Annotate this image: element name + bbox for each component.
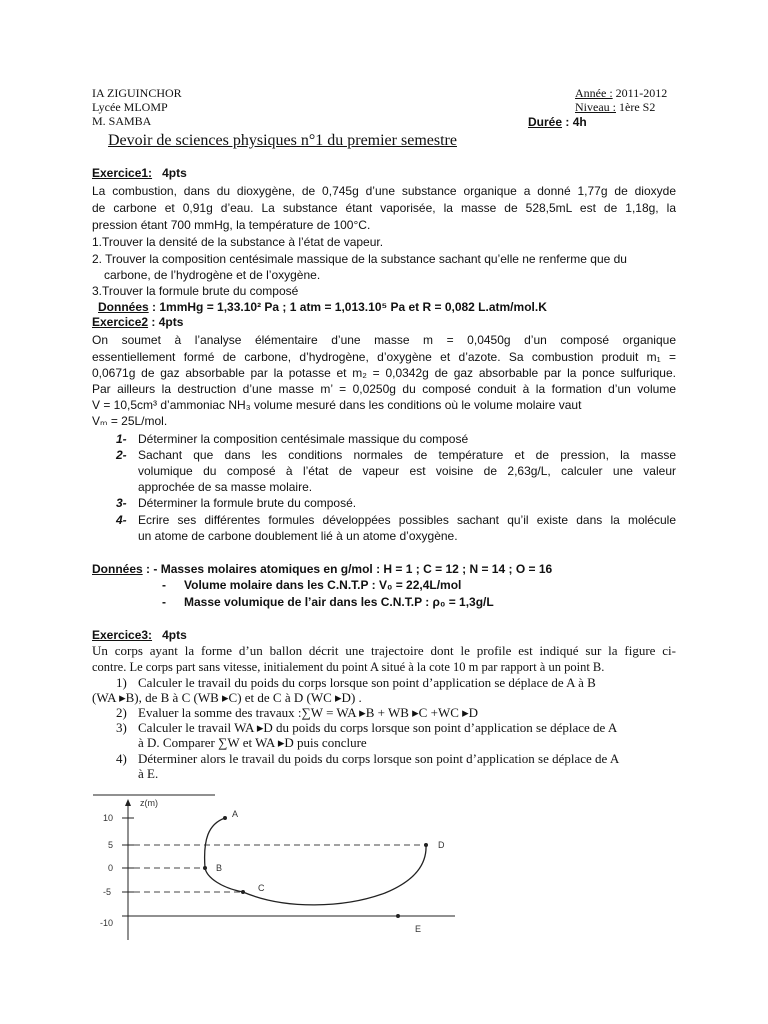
ex3-num3: 3) xyxy=(116,720,127,735)
ex2-line6: Vₘ = 25L/mol. xyxy=(92,414,168,428)
ex3-num2: 2) xyxy=(116,705,127,720)
niveau-value: 1ère S2 xyxy=(619,100,656,114)
niveau-label: Niveau : xyxy=(575,100,616,114)
point-e-label: E xyxy=(415,924,422,934)
ex2-q4b: un atome de carbone doublement lié à un atome d’oxygène. xyxy=(138,529,458,543)
ex2-donnees-text1: : - Masses molaires atomiques en g/mol : H = 1 ; C = 12 ; N = 14 ; O = 16 xyxy=(146,562,553,576)
ex2-q2b: volumique du composé à l’état de vapeur est voisine de 2,63g/L, calculer une valeur xyxy=(138,464,676,478)
ex2-q2a: Sachant que dans les conditions normales de température et de pression, la masse xyxy=(138,448,676,462)
ex1-line1: La combustion, dans du dioxygène, de 0,745g d’une substance organique a donné 1,77g de dioxyde xyxy=(92,184,676,198)
page-title: Devoir de sciences physiques n°1 du premier semestre xyxy=(108,132,457,149)
ex3-q4a: Déterminer alors le travail du poids du corps lorsque son point d’application se déplace de A xyxy=(138,751,620,766)
trajectory-figure xyxy=(80,790,480,940)
ex2-donnees xyxy=(92,561,552,577)
ex2-q3: Déterminer la formule brute du composé. xyxy=(138,496,357,510)
ex1-q3: 3.Trouver la formule brute du composé xyxy=(92,284,299,298)
point-d-marker xyxy=(424,843,428,847)
ex1-q2b: carbone, de l’hydrogène et de l’oxygène. xyxy=(104,268,321,282)
ex1-line2: de carbone et 0,91g d’eau. La substance étant vaporisée, la masse de 528,5mL est de 1,18g, la xyxy=(92,201,676,215)
annee xyxy=(575,86,667,100)
tick-label-0: 0 xyxy=(108,863,114,873)
ex2-line4: Par ailleurs la destruction d’une masse m’ = 0,0250g du composé conduit à la formation d’un volume xyxy=(92,382,676,396)
ex2-q1: Déterminer la composition centésimale massique du composé xyxy=(138,432,469,446)
ex1-q1: 1.Trouver la densité de la substance à l’état de vapeur. xyxy=(92,235,384,249)
point-e-marker xyxy=(396,914,400,918)
tick-label-5: 5 xyxy=(108,840,114,850)
ex2-q4a: Ecrire ses différentes formules développées possibles sachant qu’il existe dans la molécule xyxy=(138,513,676,527)
duree xyxy=(528,115,587,129)
ex1-label: Exercice1: xyxy=(92,166,153,180)
ex2-num1: 1- xyxy=(116,432,127,446)
duree-value: : 4h xyxy=(565,115,587,129)
ex1-points: 4pts xyxy=(162,166,187,180)
ex2-num3: 3- xyxy=(116,496,127,510)
tick-label-minus5: -5 xyxy=(103,887,112,897)
point-d-label: D xyxy=(438,840,445,850)
ex2-label: Exercice2 xyxy=(92,315,149,329)
ex1-donnees-text: : 1mmHg = 1,33.10² Pa ; 1 atm = 1,013.10⁵ Pa et R = 0,082 L.atm/mol.K xyxy=(152,300,547,314)
ex3-q1b: (WA ▸B), de B à C (WB ▸C) et de C à D (WC ▸D) . xyxy=(92,690,362,705)
ex1-donnees xyxy=(98,299,547,315)
teacher-name: M. SAMBA xyxy=(92,114,152,128)
ex3-heading xyxy=(92,628,187,642)
point-a-label: A xyxy=(232,809,239,819)
ex3-num1: 1) xyxy=(116,675,127,690)
ex1-donnees-label: Données xyxy=(98,300,149,314)
ex2-num4: 4- xyxy=(116,513,127,527)
ex2-donnees-text3: Masse volumique de l’air dans les C.N.T.P : ρ₀ = 1,3g/L xyxy=(184,595,494,609)
ex3-num4: 4) xyxy=(116,751,127,766)
ex1-heading xyxy=(92,166,187,180)
ex1-q2a: 2. Trouver la composition centésimale massique de la substance sachant qu’elle ne renferme que du xyxy=(92,252,627,266)
ex2-line3: 0,0671g de gaz absorbable par la potasse et m₂ = 0,0342g de gaz absorbable par la ponce sulfurique. xyxy=(92,366,676,380)
point-b-marker xyxy=(203,866,207,870)
tick-label-minus10: -10 xyxy=(100,918,114,928)
ex3-q3b: à D. Comparer ∑W et WA ▸D puis conclure xyxy=(138,735,367,750)
ex2-donnees-text2: Volume molaire dans les C.N.T.P : V₀ = 22,4L/mol xyxy=(184,578,462,592)
ex1-line3: pression étant 700 mmHg, la température de 100°C. xyxy=(92,218,371,232)
annee-label: Année : xyxy=(575,86,613,100)
point-c-marker xyxy=(241,890,245,894)
niveau xyxy=(575,100,655,114)
ex2-line5: V = 10,5cm³ d’ammoniac NH₃ volume mesuré dans les conditions où le volume molaire vaut xyxy=(92,398,582,412)
ex2-dash3: - xyxy=(162,595,166,609)
ex2-line1: On soumet à l’analyse élémentaire d’une masse m = 0,0450g d’un composé organique xyxy=(92,333,676,347)
ex3-q3a: Calculer le travail WA ▸D du poids du corps lorsque son point d’application se déplace de A xyxy=(138,720,618,735)
z-axis-label: z(m) xyxy=(140,798,158,808)
ex2-dash2: - xyxy=(162,578,166,592)
ex2-points: : 4pts xyxy=(151,315,184,329)
point-b-label: B xyxy=(216,863,223,873)
school-name: IA ZIGUINCHOR xyxy=(92,86,182,100)
ex2-num2: 2- xyxy=(116,448,127,462)
point-c-label: C xyxy=(258,883,265,893)
ex3-label: Exercice3: xyxy=(92,628,153,642)
point-a-marker xyxy=(223,816,227,820)
lycee-name: Lycée MLOMP xyxy=(92,100,168,114)
annee-value: 2011-2012 xyxy=(615,86,668,100)
ex3-q4b: à E. xyxy=(138,766,159,781)
ex2-q2c: approchée de sa masse molaire. xyxy=(138,480,313,494)
ex2-heading xyxy=(92,315,183,329)
z-axis-arrow xyxy=(125,799,131,806)
ex3-q2: Evaluer la somme des travaux :∑W = WA ▸B + WB ▸C +WC ▸D xyxy=(138,705,479,720)
ex3-points: 4pts xyxy=(162,628,187,642)
ex2-line2: essentiellement formé de carbone, d’hydrogène, d’oxygène et d’azote. Sa combustion produit m₁ = xyxy=(92,350,676,364)
ex3-line2: contre. Le corps part sans vitesse, initialement du point A situé à la cote 10 m par rapport à un point B. xyxy=(92,660,605,674)
tick-label-10: 10 xyxy=(103,813,114,823)
ex3-line1: Un corps ayant la forme d’un ballon décrit une trajectoire dont le profile est indiqué sur la figure ci- xyxy=(92,643,676,658)
ex2-donnees-label: Données xyxy=(92,562,143,576)
ex3-q1a: Calculer le travail du poids du corps lorsque son point d’application se déplace de A à B xyxy=(138,675,596,690)
duree-label: Durée xyxy=(528,115,563,129)
